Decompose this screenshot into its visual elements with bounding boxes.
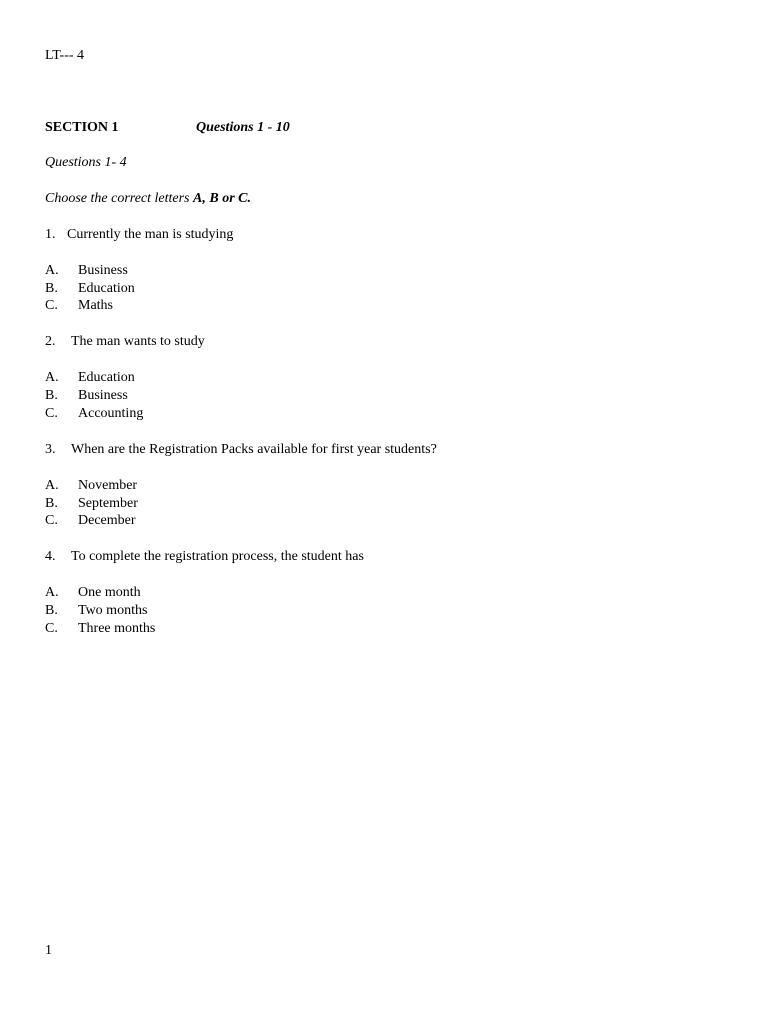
question-number: 3. — [45, 442, 56, 457]
question-1-option-c — [45, 297, 113, 315]
option-letter: A. — [45, 263, 59, 278]
option-text: Business — [78, 388, 128, 403]
option-text: Education — [78, 370, 135, 385]
question-2-option-c — [45, 405, 143, 423]
option-letter: A. — [45, 478, 59, 493]
question-4-option-b — [45, 602, 147, 620]
section-questions-range: Questions 1 - 10 — [196, 120, 290, 135]
option-text: December — [78, 513, 136, 528]
option-letter: B. — [45, 603, 58, 618]
instruction-prefix: Choose the correct letters — [45, 191, 194, 206]
option-text: Three months — [78, 621, 156, 636]
question-number: 4. — [45, 549, 56, 564]
question-text: Currently the man is studying — [67, 227, 234, 242]
option-text: Business — [78, 263, 128, 278]
instruction-letters: A, B or C. — [193, 191, 251, 206]
question-number: 2. — [45, 334, 56, 349]
question-1-option-a — [45, 262, 128, 280]
option-text: November — [78, 478, 138, 493]
option-letter: B. — [45, 496, 58, 511]
question-4 — [45, 548, 364, 566]
question-3-option-b — [45, 495, 138, 513]
option-letter: C. — [45, 621, 58, 636]
option-text: September — [78, 496, 138, 511]
option-text: One month — [78, 585, 141, 600]
option-letter: C. — [45, 298, 58, 313]
section-label: SECTION 1 — [45, 120, 119, 135]
question-text: To complete the registration process, the student has — [71, 549, 364, 564]
question-number: 1. — [45, 227, 56, 242]
option-text: Accounting — [78, 406, 144, 421]
option-text: Education — [78, 281, 135, 296]
question-2-option-b — [45, 387, 128, 405]
document-code: LT--- 4 — [45, 48, 85, 63]
question-text: The man wants to study — [71, 334, 205, 349]
option-letter: A. — [45, 370, 59, 385]
option-letter: A. — [45, 585, 59, 600]
question-2-option-a — [45, 369, 135, 387]
question-4-option-a — [45, 584, 141, 602]
option-text: Maths — [78, 298, 113, 313]
question-group-heading: Questions 1- 4 — [45, 155, 127, 170]
option-letter: C. — [45, 406, 58, 421]
question-1-option-b — [45, 280, 135, 298]
option-text: Two months — [78, 603, 148, 618]
page-number: 1 — [45, 943, 52, 958]
option-letter: C. — [45, 513, 58, 528]
option-letter: B. — [45, 388, 58, 403]
question-3-option-c — [45, 512, 136, 530]
option-letter: B. — [45, 281, 58, 296]
question-1 — [45, 226, 233, 244]
question-3-option-a — [45, 477, 137, 495]
question-4-option-c — [45, 620, 155, 638]
question-2 — [45, 333, 205, 351]
question-3 — [45, 441, 437, 459]
question-text: When are the Registration Packs available for first year students? — [71, 442, 437, 457]
instruction — [45, 190, 251, 208]
